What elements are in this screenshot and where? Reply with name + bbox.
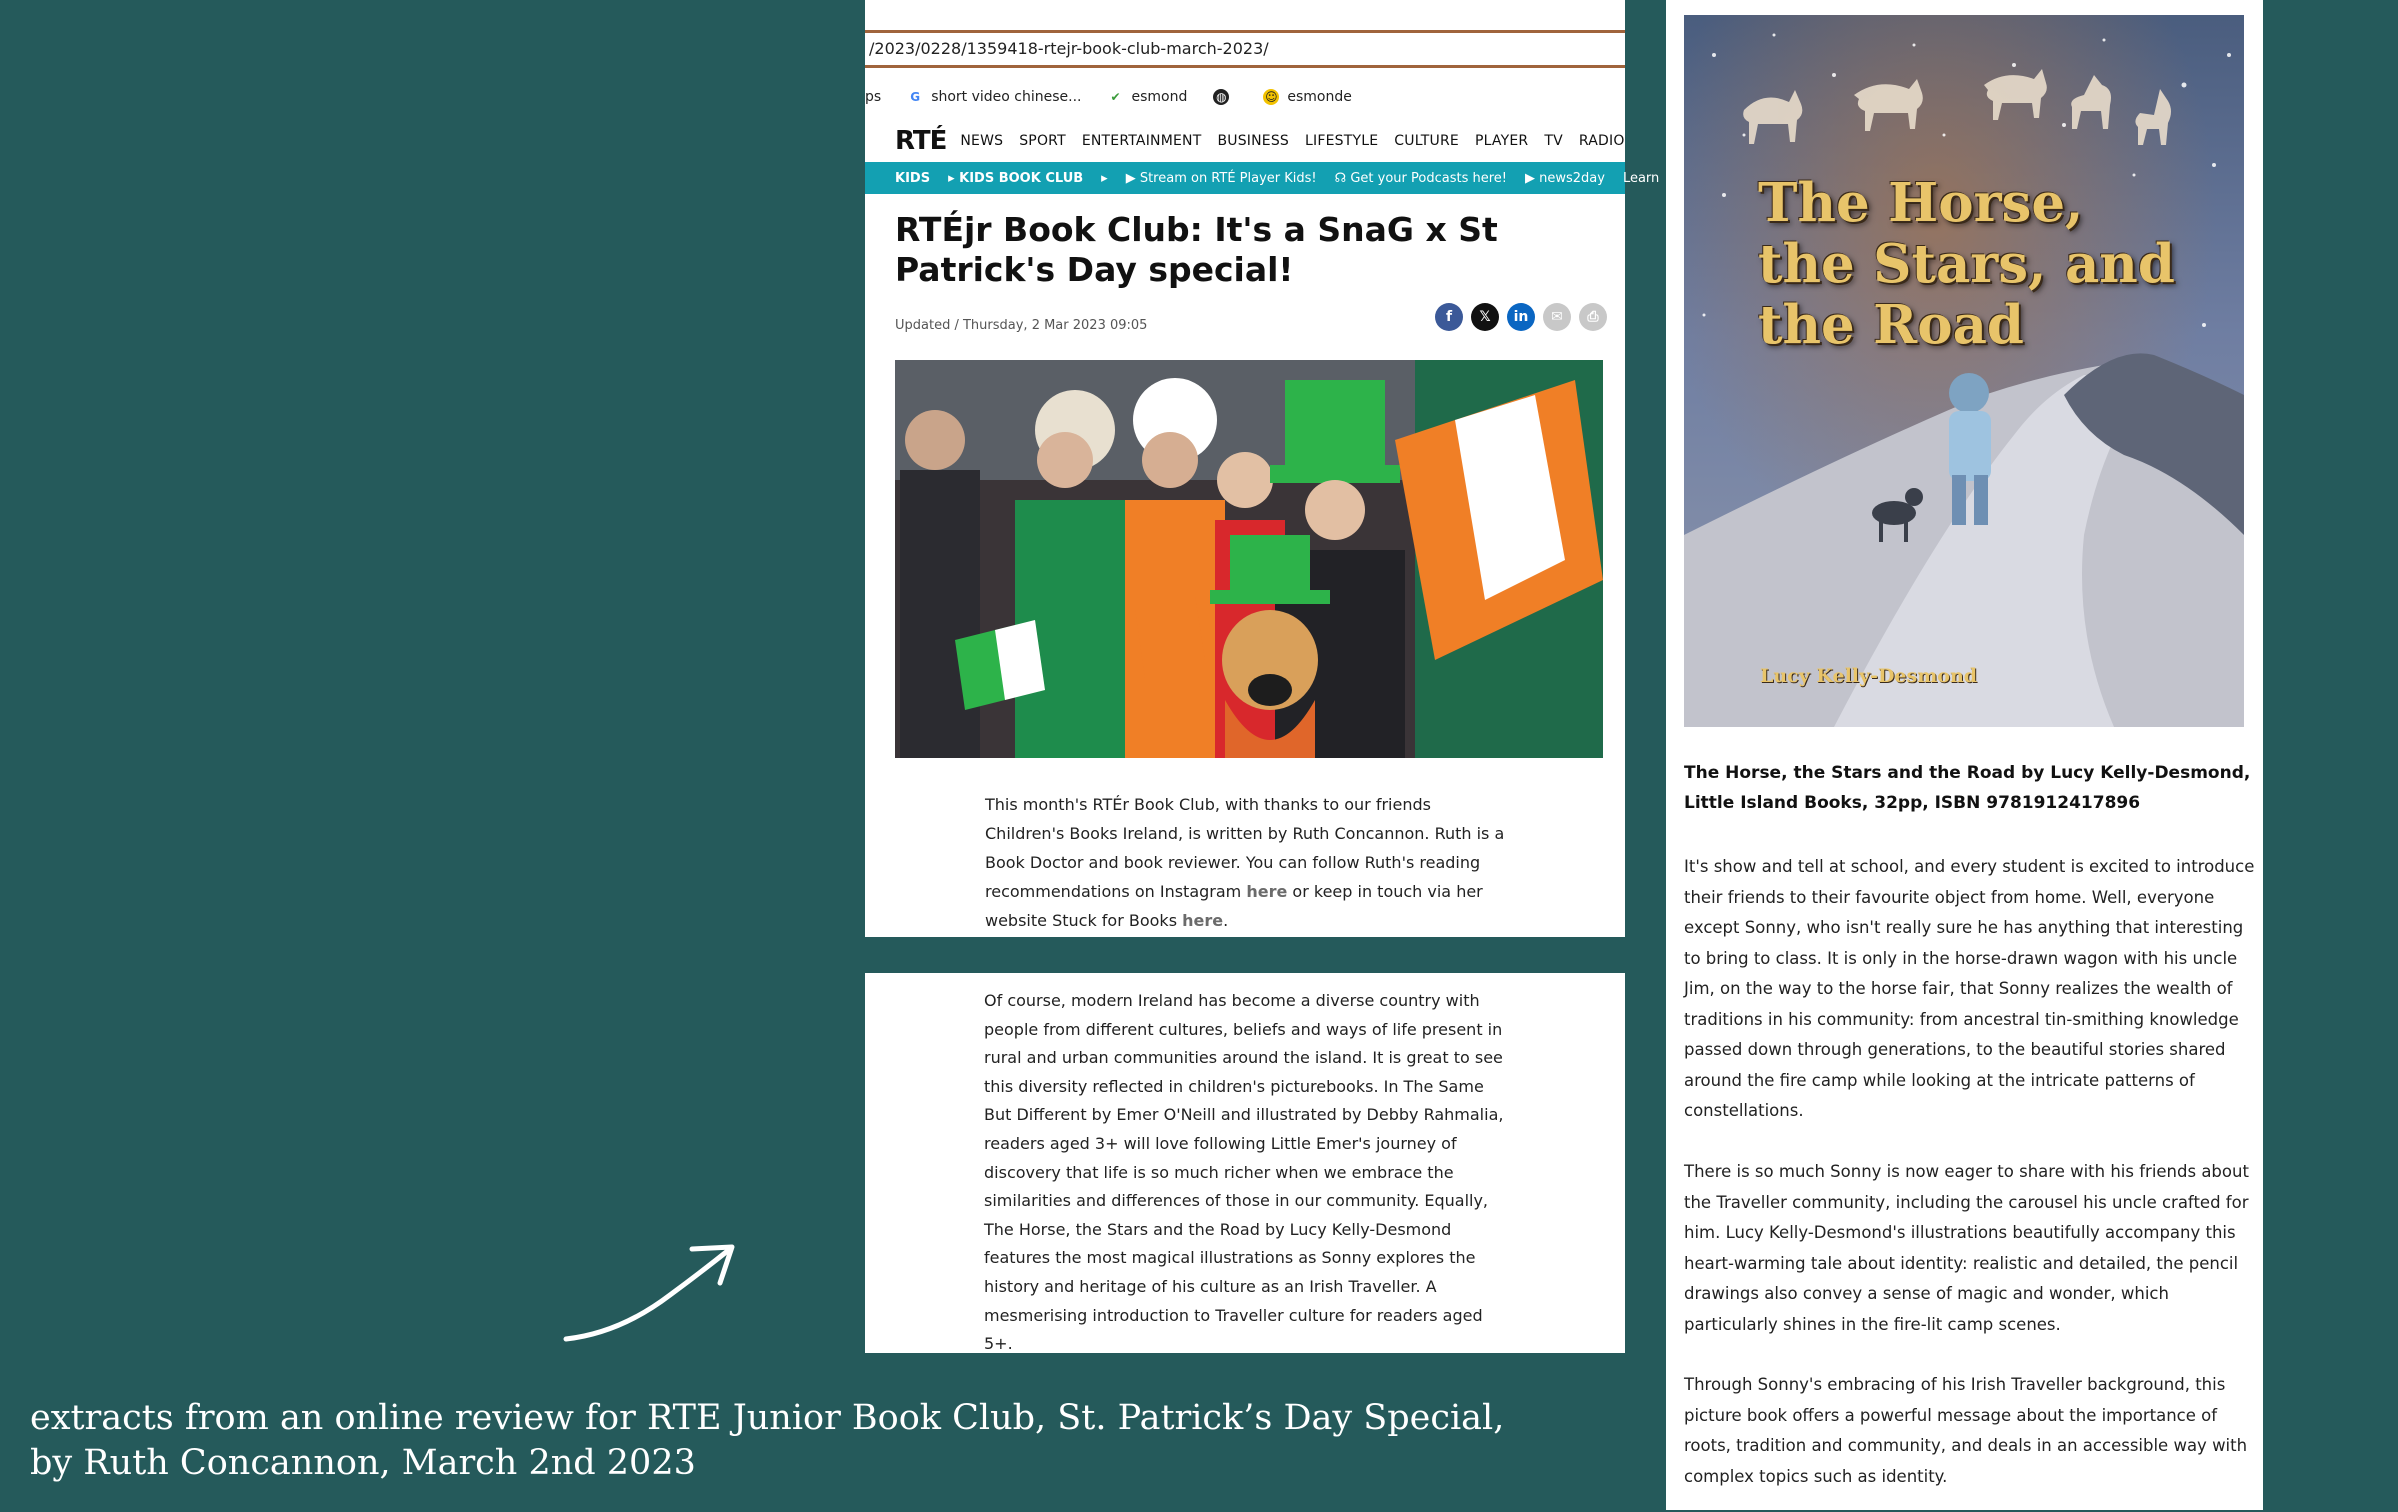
smiley-icon: ☺ [1265,90,1278,104]
nav-news[interactable]: NEWS [960,133,1004,149]
nav-radio[interactable]: RADIO [1578,133,1625,149]
print-icon[interactable]: ⎙ [1579,303,1607,331]
article-headline: RTÉjr Book Club: It's a SnaG x St Patrick's Day special! [895,210,1498,289]
subnav-kids[interactable]: KIDS [895,170,931,186]
nav-culture[interactable]: CULTURE [1394,133,1459,149]
x-icon[interactable]: 𝕏 [1471,303,1499,331]
review-paragraph-2: There is so much Sonny is now eager to share with his friends about the Traveller community, including the carousel his uncle crafted for him. Lucy Kelly-Desmond's illustrations beautifully accompany this heart-warming tale about identity: realistic and detailed, the pencil drawings also convey a sense of magic and wonder, which particularly shines in the fire-lit camp scenes. [1684,1162,2249,1334]
bookmark-globe[interactable] [1213,89,1237,105]
linkedin-icon[interactable]: in [1507,303,1535,331]
nav-sport[interactable]: SPORT [1019,133,1066,149]
google-icon: G [910,90,921,104]
article-intro: This month's RTÉr Book Club, with thanks to our friends Children's Books Ireland, is written by Ruth Concannon. Ruth is a Book Doctor and book reviewer. You can follow Ruth's reading recommendations on Instagram here or keep in touch via her website Stuck for Books here. [985,795,1505,930]
nav-entertainment[interactable]: ENTERTAINMENT [1081,133,1202,149]
url-bar[interactable]: /2023/0228/1359418-rtejr-book-club-march-2023/ [865,30,1625,68]
rte-sub-nav [865,162,1660,194]
subnav-podcasts[interactable]: ☊ Get your Podcasts here! [1334,170,1507,186]
review-paragraph-3: Through Sonny's embracing of his Irish Traveller background, this picture book offers a powerful message about the importance of roots, tradition and community, and deals in an accessible way with complex topics such as identity. [1684,1375,2248,1486]
arrow-icon [560,1235,740,1345]
subnav-more-arrow[interactable]: ▸ [1101,170,1108,186]
page-caption: extracts from an online review for RTE Junior Book Club, St. Patrick’s Day Special, by Ruth Concannon, March 2nd 2023 [30,1398,1505,1483]
cover-title: The Horse, the Stars, and the Road [1758,172,2175,356]
article-excerpt-card [865,973,1625,1353]
nav-business[interactable]: BUSINESS [1217,133,1290,149]
article-photo-st-patricks-crowd [895,360,1603,758]
email-icon[interactable]: ✉ [1543,303,1571,331]
bookmarks-bar [865,84,1378,110]
website-link[interactable]: here [1182,911,1224,930]
book-cover [1684,15,2244,727]
bookmark-short-video[interactable]: G short video chinese... [907,89,1081,105]
book-review-card [1666,0,2263,1510]
rte-main-nav [895,126,1641,156]
globe-icon: ◍ [1213,89,1229,105]
article-updated-date: Updated / Thursday, 2 Mar 2023 09:05 [895,318,1148,333]
bookmark-esmond[interactable]: ✔ esmond [1108,89,1188,105]
review-paragraph-1: It's show and tell at school, and every student is excited to introduce their friends to their favourite object from home. Well, everyone except Sonny, who isn't really sure he has anything that interesting to bring to class. It is only in the horse-drawn wagon with his uncle Jim, on the way to the horse fair, that Sonny realizes the wealth of traditions in his community: from ancestral tin-smithing knowledge passed down through generations, to the beautiful stories shared around the fire camp while looking at the intricate patterns of constellations. [1684,857,2255,1120]
bookmark-apps[interactable]: ps [865,89,882,105]
crowd-illustration [895,360,1603,758]
nav-player[interactable]: PLAYER [1474,133,1529,149]
nav-lifestyle[interactable]: LIFESTYLE [1305,133,1379,149]
checkmark-icon: ✔ [1110,90,1121,104]
subnav-news2day[interactable]: ▶ news2day [1524,170,1605,186]
nav-tv[interactable]: TV [1544,133,1563,149]
review-heading: The Horse, the Stars and the Road by Lucy Kelly-Desmond, Little Island Books, 32pp, ISBN 9781912417896 [1684,763,2251,813]
facebook-icon[interactable]: f [1435,303,1463,331]
rte-article-screenshot [865,0,1660,937]
subnav-learn[interactable]: Learn [1622,170,1660,186]
book-cover-illustration [1684,15,2244,727]
share-buttons [1427,303,1607,331]
cover-author: Lucy Kelly-Desmond [1760,665,1978,687]
instagram-link[interactable]: here [1246,882,1288,901]
subnav-kids-book-club[interactable]: ▸ KIDS BOOK CLUB [948,170,1084,186]
rte-logo[interactable]: RTÉ [895,126,947,156]
bookmark-esmonde[interactable]: ☺ esmonde [1265,89,1352,105]
article-excerpt-text: Of course, modern Ireland has become a diverse country with people from different cultures, beliefs and ways of life present in rural and urban communities around the island. It is great to see this diversity reflected in children's picturebooks. In The Same But Different by Emer O'Neill and illustrated by Debby Rahmalia, readers aged 3+ will love following Little Emer's journey of discovery that life is so much richer when we embrace the similarities and differences of those in our community. Equally, The Horse, the Stars and the Road by Lucy Kelly-Desmond features the most magical illustrations as Sonny explores the history and heritage of his culture as an Irish Traveller. A mesmerising introduction to Traveller culture for readers aged 5+. [984,991,1504,1354]
subnav-stream-player-kids[interactable]: ▶ Stream on RTÉ Player Kids! [1125,170,1317,186]
